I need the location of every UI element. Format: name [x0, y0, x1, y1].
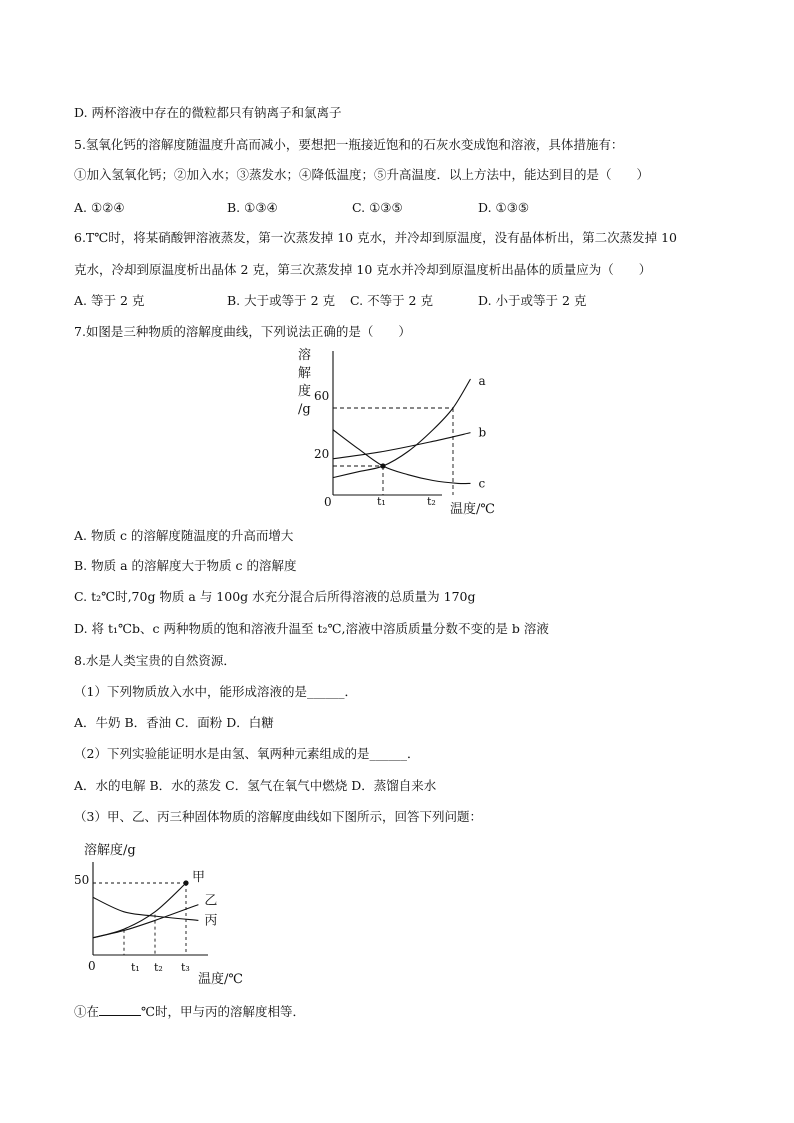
q6-stem-line2: 克水，冷却到原温度析出晶体 2 克，第三次蒸发掉 10 克水并冷却到原温度析出晶体的质量应为（ ）	[74, 262, 652, 277]
chart1-curve-a	[333, 379, 471, 478]
chart2-ytick-50: 50	[74, 873, 90, 887]
chart2-series-label-甲: 甲	[192, 870, 206, 885]
chart1-series-label-c: c	[478, 476, 486, 491]
q5-option-a: A. ①②④	[74, 200, 125, 215]
q8-part2-options: A．水的电解 B．水的蒸发 C．氢气在氧气中燃烧 D．蒸馏自来水	[74, 778, 437, 793]
chart1-series-label-b: b	[478, 425, 487, 440]
chart2-series-label-丙: 丙	[204, 913, 218, 929]
q8-part2: （2）下列实验能证明水是由氢、氧两种元素组成的是______．	[74, 746, 420, 761]
q7-option-b: B. 物质 a 的溶解度大于物质 c 的溶解度	[74, 558, 297, 573]
chart2-ylabel: 溶解度/g	[84, 843, 136, 858]
chart1-series-label-a: a	[478, 374, 486, 388]
q8-q1-prefix: ①在	[74, 1004, 100, 1019]
chart1-intersection-point	[380, 463, 385, 468]
q7-option-d: D. 将 t₁℃b、c 两种物质的饱和溶液升温至 t₂℃,溶液中溶质质量分数不变的是 b 溶液	[74, 621, 549, 636]
chart2-xtick-t2: t₂	[154, 961, 163, 974]
chart2-curve-甲	[93, 883, 186, 938]
q8-q1-suffix: ℃时，甲与丙的溶解度相等．	[141, 1004, 305, 1019]
chart1-ylabel-2: 解	[298, 366, 312, 381]
chart2-origin-label: 0	[88, 959, 96, 973]
chart1-ytick-20: 20	[314, 447, 330, 461]
chart1-ylabel-3: 度	[298, 384, 312, 399]
solubility-chart-2	[74, 838, 270, 988]
q8-question-1	[74, 1003, 305, 1021]
q7-stem: 7.如图是三种物质的溶解度曲线，下列说法正确的是（ ）	[74, 324, 411, 339]
q7-option-a: A. 物质 c 的溶解度随温度的升高而增大	[74, 528, 294, 543]
chart1-ytick-60: 60	[314, 389, 330, 403]
q5-stem-line1: 5.氢氧化钙的溶解度随温度升高而减小，要想把一瓶接近饱和的石灰水变成饱和溶液，具体措施有：	[74, 137, 624, 152]
chart1-ylabel-4: /g	[298, 402, 311, 417]
q6-stem-line1: 6.T℃时，将某硝酸钾溶液蒸发，第一次蒸发掉 10 克水，并冷却到原温度，没有晶体析出，第二次蒸发掉 10	[74, 230, 677, 245]
chart1-origin-label: 0	[324, 495, 332, 509]
chart2-xtick-t1: t₁	[131, 961, 140, 974]
q8-part1: （1）下列物质放入水中，能形成溶液的是______．	[74, 684, 357, 699]
q7-option-c: C. t₂℃时,70g 物质 a 与 100g 水充分混合后所得溶液的总质量为 170g	[74, 589, 476, 604]
chart2-point-jia-t3	[183, 880, 188, 885]
chart1-xtick-t2: t₂	[427, 495, 436, 508]
q8-stem: 8.水是人类宝贵的自然资源．	[74, 653, 236, 668]
q6-option-b: B. 大于或等于 2 克	[227, 293, 336, 308]
q5-option-b: B. ①③④	[227, 200, 278, 215]
chart2-series-label-乙: 乙	[204, 893, 218, 909]
chart2-curve-乙	[93, 905, 198, 938]
solubility-chart-1	[292, 343, 512, 518]
q6-option-a: A. 等于 2 克	[74, 293, 145, 308]
chart2-xtick-t3: t₃	[181, 961, 190, 974]
q8-part1-options: A．牛奶 B．香油 C．面粉 D．白糖	[74, 715, 274, 730]
q6-option-d: D. 小于或等于 2 克	[478, 293, 587, 308]
q5-option-c: C. ①③⑤	[352, 200, 403, 215]
chart1-ylabel-1: 溶	[298, 348, 312, 363]
answer-blank[interactable]	[99, 1003, 141, 1016]
chart2-curve-丙	[93, 897, 198, 920]
chart2-xlabel: 温度/℃	[198, 972, 243, 987]
q8-part3: （3）甲、乙、丙三种固体物质的溶解度曲线如下图所示，回答下列问题：	[74, 809, 482, 824]
chart1-xlabel: 温度/℃	[450, 502, 495, 517]
q6-option-c: C. 不等于 2 克	[350, 293, 433, 308]
q5-option-d: D. ①③⑤	[478, 200, 530, 215]
q4-option-d: D. 两杯溶液中存在的微粒都只有钠离子和氯离子	[74, 105, 342, 120]
q5-stem-line2: ①加入氢氧化钙；②加入水；③蒸发水；④降低温度；⑤升高温度．以上方法中，能达到目的是（ ）	[74, 167, 650, 182]
chart1-xtick-t1: t₁	[377, 495, 386, 508]
